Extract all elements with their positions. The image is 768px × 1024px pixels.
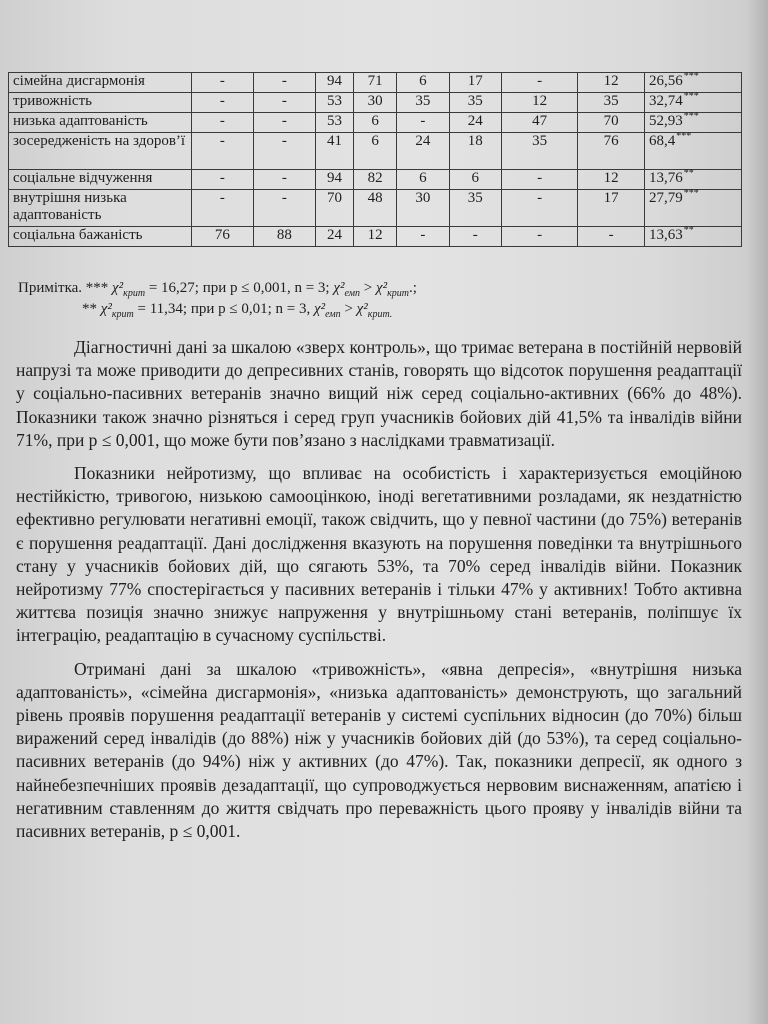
row-label: внутрішня низька адаптованість bbox=[9, 190, 192, 227]
table-cell: - bbox=[578, 227, 645, 247]
table-cell: - bbox=[191, 133, 253, 170]
chi-square-cell bbox=[644, 227, 741, 247]
paragraph: Показники нейротизму, що впливає на особистість і характеризується емоційною нестійкістю, тривогою, низькою самооцінкою, іноді вегетативними розладами, як нездатністю ефективно регулювати негативні емоції, також свідчить, що у певної частини (до 75%) ветеранів є порушення реадаптації. Дані дослідження вказують на порушення поведінки та внутрішнього стану у учасників бойових дій, що сягають 53%, та 70% серед інвалідів війни. Показник нейротизму 77% спостерігається у пасивних ветеранів і тільки 47% у активних! Тобто активна життєва позиція значно знижує напруження у внутрішньому стані ветеранів, поліпшує їх інтеграцію, реадаптацію в сучасному суспільстві. bbox=[16, 463, 742, 646]
table-cell: 94 bbox=[315, 73, 353, 93]
page-edge-shadow bbox=[746, 0, 768, 1024]
note-text: = 16,27; при р ≤ 0,001, n = 3; bbox=[145, 280, 334, 296]
table-cell: 76 bbox=[191, 227, 253, 247]
table-cell: 35 bbox=[449, 190, 501, 227]
significance-stars: *** bbox=[683, 71, 699, 82]
paragraph: Діагностичні дані за шкалою «зверх контроль», що тримає ветерана в постійній нервовій напрузі та може приводити до депресивних станів, говорять що відсоток порушення реадаптації у соціально-пасивних ветеранів значно вищий ніж серед соціально-активних (66% до 48%). Показники також значно різняться і серед груп учасників бойових дій 41,5% та інвалідів війни 71%, при р ≤ 0,001, що може бути пов’язано з наслідками травматизації. bbox=[16, 337, 742, 450]
results-table bbox=[8, 72, 742, 247]
table-row bbox=[9, 93, 742, 113]
table-cell: 17 bbox=[578, 190, 645, 227]
row-label: соціальна бажаність bbox=[9, 227, 192, 247]
table-cell: - bbox=[191, 170, 253, 190]
table-cell: - bbox=[449, 227, 501, 247]
table-cell: 82 bbox=[354, 170, 397, 190]
note-symbol: χ² bbox=[100, 301, 112, 317]
note-text: > bbox=[340, 301, 357, 317]
table-cell: - bbox=[253, 190, 315, 227]
note-subscript: крит bbox=[387, 288, 410, 299]
table-cell: - bbox=[191, 190, 253, 227]
table-cell: - bbox=[191, 93, 253, 113]
chi-square-cell bbox=[644, 73, 741, 93]
significance-stars: *** bbox=[683, 91, 699, 102]
table-note bbox=[18, 278, 417, 320]
table-cell: 6 bbox=[449, 170, 501, 190]
note-symbol: χ² bbox=[314, 301, 326, 317]
note-text: = 11,34; при р ≤ 0,01; n = 3, bbox=[133, 301, 314, 317]
table-cell: 47 bbox=[502, 113, 578, 133]
chi-square-value: 52,93 bbox=[648, 113, 683, 129]
table-cell: - bbox=[397, 113, 449, 133]
table-cell: 18 bbox=[449, 133, 501, 170]
table-cell: - bbox=[191, 113, 253, 133]
table-cell: 12 bbox=[502, 93, 578, 113]
row-label: зосередженість на здоров’ї bbox=[9, 133, 192, 170]
note-line-2 bbox=[18, 299, 417, 320]
chi-square-value: 13,76 bbox=[648, 170, 683, 186]
chi-square-value: 26,56 bbox=[648, 73, 683, 89]
note-subscript: емп bbox=[344, 288, 361, 299]
table-cell: - bbox=[502, 227, 578, 247]
table-row bbox=[9, 133, 742, 170]
table-cell: 70 bbox=[578, 113, 645, 133]
significance-stars: ** bbox=[683, 168, 694, 179]
table-cell: - bbox=[397, 227, 449, 247]
table-cell: 30 bbox=[354, 93, 397, 113]
significance-stars: *** bbox=[683, 188, 699, 199]
chi-square-value: 68,4 bbox=[648, 133, 676, 149]
table-cell: 76 bbox=[578, 133, 645, 170]
table-row bbox=[9, 190, 742, 227]
table-cell: 12 bbox=[578, 170, 645, 190]
chi-square-value: 32,74 bbox=[648, 93, 683, 109]
note-symbol: χ² bbox=[356, 301, 368, 317]
table-cell: 35 bbox=[397, 93, 449, 113]
table-cell: - bbox=[191, 73, 253, 93]
table-cell: 24 bbox=[449, 113, 501, 133]
table-cell: - bbox=[253, 93, 315, 113]
chi-square-cell bbox=[644, 190, 741, 227]
table-cell: - bbox=[253, 113, 315, 133]
chi-square-cell bbox=[644, 170, 741, 190]
significance-stars: *** bbox=[683, 111, 699, 122]
table-row bbox=[9, 170, 742, 190]
table-cell: 17 bbox=[449, 73, 501, 93]
table-cell: 71 bbox=[354, 73, 397, 93]
row-label: тривожність bbox=[9, 93, 192, 113]
table-cell: 35 bbox=[578, 93, 645, 113]
table-cell: - bbox=[502, 190, 578, 227]
table-cell: 12 bbox=[354, 227, 397, 247]
body-text bbox=[16, 336, 742, 853]
table-cell: 35 bbox=[502, 133, 578, 170]
table-cell: - bbox=[502, 73, 578, 93]
significance-stars: ** bbox=[683, 225, 694, 236]
note-text: > bbox=[360, 280, 377, 296]
table-cell: 30 bbox=[397, 190, 449, 227]
table-row bbox=[9, 227, 742, 247]
table-cell: 6 bbox=[354, 113, 397, 133]
row-label: сімейна дисгармонія bbox=[9, 73, 192, 93]
note-symbol: χ² bbox=[376, 280, 388, 296]
significance-stars: *** bbox=[676, 131, 692, 142]
table-cell: 6 bbox=[354, 133, 397, 170]
table-cell: 48 bbox=[354, 190, 397, 227]
table-cell: 12 bbox=[578, 73, 645, 93]
note-subscript: крит bbox=[111, 309, 134, 320]
table-cell: 53 bbox=[315, 113, 353, 133]
note-symbol: χ² bbox=[112, 280, 124, 296]
row-label: низька адаптованість bbox=[9, 113, 192, 133]
table-cell: 88 bbox=[253, 227, 315, 247]
table-cell: 6 bbox=[397, 170, 449, 190]
chi-square-cell bbox=[644, 93, 741, 113]
table-cell: 24 bbox=[315, 227, 353, 247]
table-cell: 35 bbox=[449, 93, 501, 113]
note-subscript: крит bbox=[123, 288, 146, 299]
note-subscript: емп bbox=[325, 309, 341, 320]
row-label: соціальне відчуження bbox=[9, 170, 192, 190]
table-cell: 94 bbox=[315, 170, 353, 190]
chi-square-cell bbox=[644, 113, 741, 133]
note-prefix: Примітка. *** bbox=[18, 280, 109, 296]
note-line-1 bbox=[18, 278, 417, 299]
table-cell: - bbox=[253, 170, 315, 190]
table-cell: - bbox=[253, 133, 315, 170]
note-prefix: ** bbox=[82, 301, 101, 317]
note-text: .; bbox=[409, 280, 417, 296]
table-cell: - bbox=[502, 170, 578, 190]
table-cell: 70 bbox=[315, 190, 353, 227]
chi-square-value: 13,63 bbox=[648, 227, 683, 243]
table-cell: - bbox=[253, 73, 315, 93]
note-symbol: χ² bbox=[333, 280, 345, 296]
note-subscript: крит. bbox=[367, 309, 393, 320]
table-cell: 41 bbox=[315, 133, 353, 170]
table-cell: 6 bbox=[397, 73, 449, 93]
chi-square-cell bbox=[644, 133, 741, 170]
table-cell: 24 bbox=[397, 133, 449, 170]
chi-square-value: 27,79 bbox=[648, 190, 683, 206]
table-row bbox=[9, 113, 742, 133]
table-cell: 53 bbox=[315, 93, 353, 113]
table-row bbox=[9, 73, 742, 93]
paragraph: Отримані дані за шкалою «тривожність», «явна депресія», «внутрішня низька адаптованість», «сімейна дисгармонія», «низька адаптованість» демонструють, що загальний рівень проявів порушення реадаптації ветеранів у системі суспільних відносин (до 70%) більш виражений серед інвалідів (до 88%) ніж у учасників бойових дій (до 53%), та серед соціально-пасивних ветеранів (до 94%) ніж у активних (до 47%). Так, показники депресії, як одного з найнебезпечніших проявів дезадаптації, що супроводжується нервовим виснаженням, апатією і негативним ставленням до життя свідчать про переважність цього прояву у інвалідів війни та пасивних ветеранів, р ≤ 0,001. bbox=[16, 658, 742, 842]
